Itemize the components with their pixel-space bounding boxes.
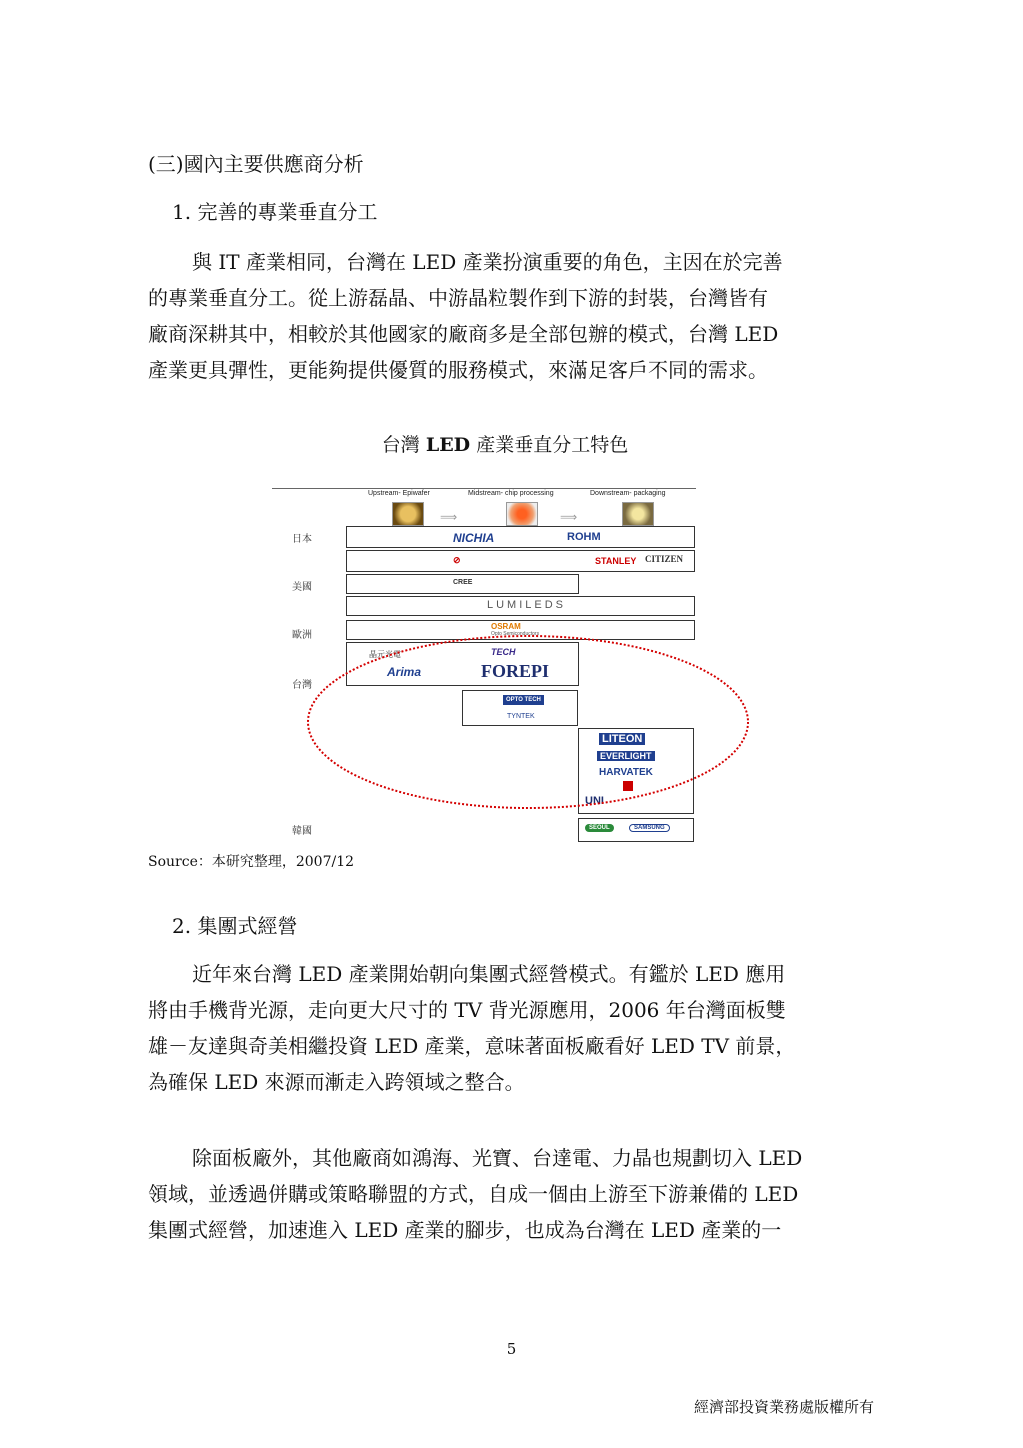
led-supply-chain-figure [270, 484, 700, 844]
paragraph-1 [148, 244, 868, 388]
logo-opto-tech: OPTO TECH [503, 695, 544, 705]
page-number: 5 [506, 1340, 517, 1358]
row-usa-1 [346, 574, 579, 594]
package-icon [622, 502, 654, 526]
region-korea: 韓國 [292, 826, 312, 837]
stage-upstream: Upstream- Epiwafer [368, 490, 430, 497]
arrow-right-icon: ⟹ [440, 510, 458, 524]
osram-subtitle: Opto Semiconductors [491, 631, 540, 637]
paragraph-3 [148, 1140, 868, 1248]
paragraph-line: 與 IT 產業相同，台灣在 LED 產業扮演重要的角色，主因在於完善 [192, 250, 783, 274]
wafer-icon [392, 502, 424, 526]
row-usa-2 [346, 596, 695, 616]
stage-midstream: Midstream- chip processing [468, 490, 554, 497]
logo-lumileds: LUMILEDS [487, 599, 567, 611]
paragraph-line: 將由手機背光源，走向更大尺寸的 TV 背光源應用，2006 年台灣面板雙 [148, 998, 786, 1022]
logo-tekcore: TECH [491, 647, 516, 657]
paragraph-line: 雄－友達與奇美相繼投資 LED 產業，意味著面板廠看好 LED TV 前景， [148, 1034, 796, 1058]
figure-source: Source：本研究整理，2007/12 [148, 854, 355, 870]
paragraph-2 [148, 956, 868, 1100]
section-heading: (三)國內主要供應商分析 [148, 152, 364, 176]
logo-epistar: 晶元光電 [369, 650, 401, 659]
subsection-heading-1: 1. 完善的專業垂直分工 [172, 200, 378, 224]
logo-nichia: NICHIA [453, 531, 495, 545]
toyoda-gosei-icon: ⊘ [453, 555, 461, 565]
arrow-right-icon: ⟹ [560, 510, 578, 524]
region-usa: 美國 [292, 582, 312, 593]
paragraph-line: 集團式經營，加速進入 LED 產業的腳步，也成為台灣在 LED 產業的一 [148, 1218, 782, 1242]
logo-arima: Arima [387, 665, 422, 679]
taiwan-highlight-ellipse [306, 634, 766, 834]
footer-copyright: 經濟部投資業務處版權所有 [694, 1398, 875, 1416]
logo-seoul: SEOUL [585, 824, 614, 832]
logo-harvatek: HARVATEK [599, 767, 653, 778]
region-europe: 歐洲 [292, 630, 312, 641]
chip-icon [506, 502, 538, 526]
stage-downstream: Downstream- packaging [590, 490, 666, 497]
logo-liteon: LITEON [599, 733, 645, 745]
paragraph-line: 除面板廠外，其他廠商如鴻海、光寶、台達電、力晶也規劃切入 LED [192, 1146, 803, 1170]
logo-cree: CREE [453, 579, 473, 586]
logo-tyntek: TYNTEK [507, 713, 535, 720]
region-taiwan: 台灣 [292, 680, 312, 691]
paragraph-line: 的專業垂直分工。從上游磊晶、中游晶粒製作到下游的封裝，台灣皆有 [148, 286, 768, 310]
logo-uni: UNI [585, 795, 604, 807]
region-japan: 日本 [292, 534, 312, 545]
paragraph-line: 產業更具彈性，更能夠提供優質的服務模式，來滿足客戶不同的需求。 [148, 358, 768, 382]
logo-everlight: EVERLIGHT [597, 751, 655, 761]
logo-rohm: ROHM [567, 531, 601, 543]
logo-forepi: FOREPI [481, 661, 550, 681]
logo-citizen: CITIZEN [645, 554, 684, 564]
logo-osram: OSRAM [491, 622, 521, 631]
paragraph-line: 為確保 LED 來源而漸走入跨領域之整合。 [148, 1070, 525, 1094]
logo-samsung: SAMSUNG [629, 824, 670, 832]
paragraph-line: 廠商深耕其中，相較於其他國家的廠商多是全部包辦的模式，台灣 LED [148, 322, 779, 346]
row-japan-2 [346, 550, 695, 572]
subsection-heading-2: 2. 集團式經營 [172, 914, 298, 938]
row-japan-1 [346, 526, 695, 548]
paragraph-line: 領域，並透過併購或策略聯盟的方式，自成一個由上游至下游兼備的 LED [148, 1182, 799, 1206]
paragraph-line: 近年來台灣 LED 產業開始朝向集團式經營模式。有鑑於 LED 應用 [192, 962, 786, 986]
logo-stanley: STANLEY [595, 556, 637, 566]
figure-title: 台灣 LED 產業垂直分工特色 [381, 434, 629, 456]
